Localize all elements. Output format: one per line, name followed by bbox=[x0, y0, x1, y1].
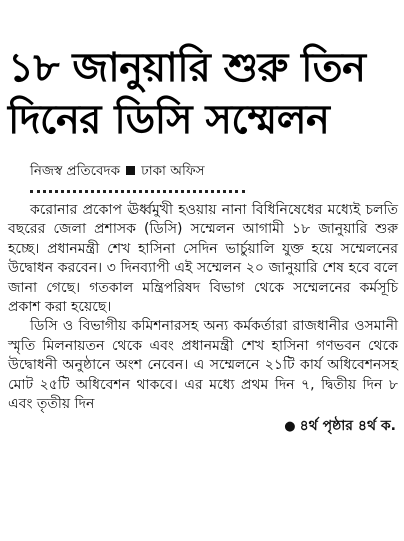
headline-line-1: ১৮ জানুয়ারি শুরু তিন bbox=[8, 45, 366, 91]
byline-location: ঢাকা অফিস bbox=[141, 163, 205, 179]
bullet-marker-icon: ● bbox=[284, 419, 296, 435]
body-paragraph-2: ডিসি ও বিভাগীয় কমিশনারসহ অন্য কর্মকর্তারা রাজধানীর ওসমানী স্মৃতি মিলনায়তন থেকে এবং প্রধানমন্ত্রী শেখ হাসিনা গণভবন থেকে উদ্বোধনী অনুষ্ঠানে অংশ নেবেন। এ সম্মেলনে ২১টি কার্য অধিবেশনসহ মোট ২৫টি অধিবেশন থাকবে। এর মধ্যে প্রথম দিন ৭, দ্বিতীয় দিন ৮ এবং তৃতীয় দিন bbox=[8, 318, 398, 413]
continuation-text: ৪র্থ পৃষ্ঠার ৪র্থ ক. bbox=[299, 418, 396, 435]
byline-reporter: নিজস্ব প্রতিবেদক bbox=[30, 163, 121, 179]
continuation-note bbox=[8, 417, 398, 436]
body-paragraph-1: করোনার প্রকোপ ঊর্ধ্বমুখী হওয়ায় নানা বিধিনিষেধের মধ্যেই চলতি বছরের জেলা প্রশাসক (ডিসি) সম্মেলন আগামী ১৮ জানুয়ারি শুরু হচ্ছে। প্রধানমন্ত্রী শেখ হাসিনা সেদিন ভার্চুয়ালি যুক্ত হয়ে সম্মেলনের উদ্বোধন করবেন। ৩ দিনব্যাপী এই সম্মেলন ২০ জানুয়ারি শেষ হবে বলে জানা গেছে। গতকাল মন্ত্রিপরিষদ বিভাগ থেকে সম্মেলনের কর্মসূচি প্রকাশ করা হয়েছে। bbox=[8, 202, 398, 316]
headline bbox=[8, 0, 398, 146]
byline bbox=[8, 162, 398, 180]
headline-line-2: দিনের ডিসি সম্মেলন bbox=[8, 97, 330, 143]
dotted-divider bbox=[30, 190, 245, 193]
square-bullet-icon bbox=[126, 166, 135, 175]
article-body bbox=[8, 201, 398, 414]
